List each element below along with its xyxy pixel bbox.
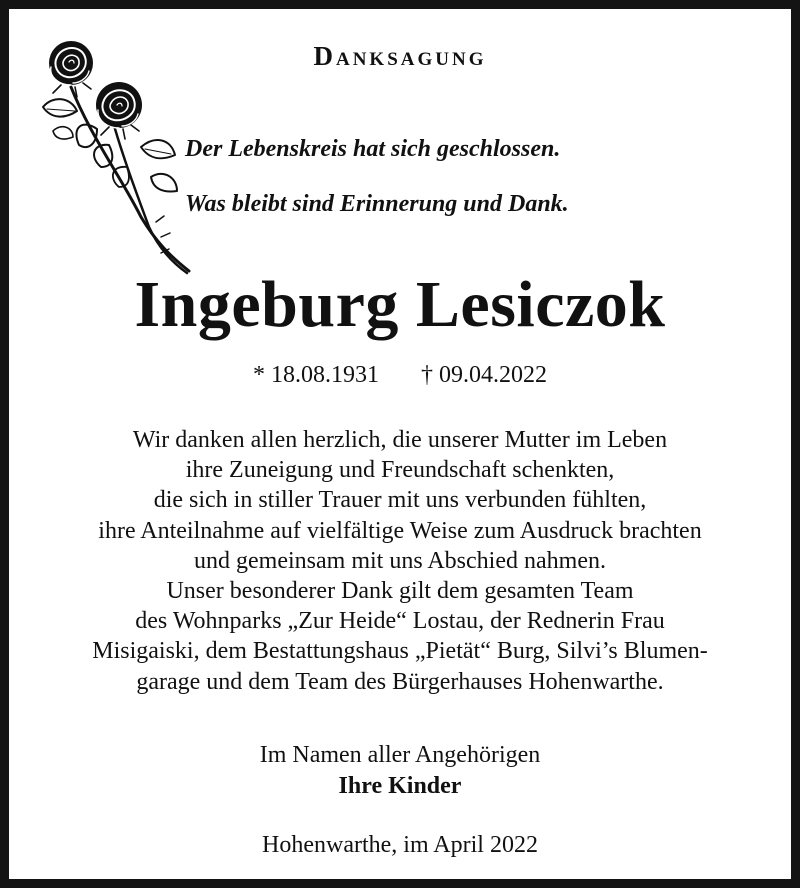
signature-block: [9, 740, 791, 802]
thanks-line: und gemeinsam mit uns Abschied nahmen.: [194, 547, 606, 574]
thanks-line: Unser besonderer Dank gilt dem gesamten Team: [166, 578, 634, 605]
place-date: Hohenwarthe, im April 2022: [262, 832, 538, 858]
birth-date: * 18.08.1931: [253, 362, 379, 388]
signature-name: Ihre Kinder: [338, 773, 462, 799]
motto-line-2: Was bleibt sind Erinnerung und Dank.: [185, 191, 569, 217]
notice-heading: Danksagung: [313, 41, 487, 71]
life-dates: [9, 362, 791, 389]
thanks-line: Wir danken allen herzlich, die unserer Mutter im Leben: [132, 427, 668, 453]
deceased-name: Ingeburg Lesiczok: [134, 268, 666, 341]
thanks-line: Misigaiski, dem Bestattungshaus „Pietät“ Burg, Silvi’s Blumen-: [92, 638, 708, 665]
death-date: † 09.04.2022: [421, 362, 547, 388]
thanks-line: ihre Zuneigung und Freundschaft schenkten,: [185, 457, 615, 484]
thanks-text: [9, 425, 791, 697]
thanks-line: die sich in stiller Trauer mit uns verbunden fühlten,: [153, 487, 647, 514]
thanks-line: ihre Anteilnahme auf vielfältige Weise zum Ausdruck brachten: [98, 517, 702, 544]
thanks-line: des Wohnparks „Zur Heide“ Lostau, der Rednerin Frau: [135, 608, 665, 635]
signature-line: Im Namen aller Angehörigen: [259, 742, 541, 768]
thanks-line: garage und dem Team des Bürgerhauses Hohenwarthe.: [136, 668, 664, 695]
motto-line-1: Der Lebenskreis hat sich geschlossen.: [185, 136, 561, 162]
